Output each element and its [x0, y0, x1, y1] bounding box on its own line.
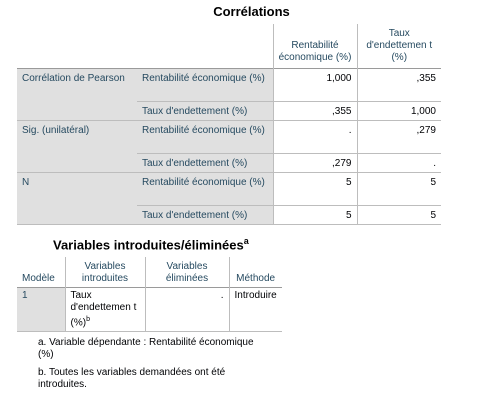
table-row [17, 173, 441, 206]
corner-cell [137, 24, 273, 69]
introduced-cell [65, 288, 145, 332]
correlations-title: Corrélations [213, 4, 290, 19]
row-var-label: Rentabilité économique (%) [137, 69, 273, 102]
variables-title-sup: a [243, 236, 249, 246]
row-group-label: N [17, 173, 137, 225]
row-var-label: Taux d'endettement (%) [137, 154, 273, 173]
row-var-label: Rentabilité économique (%) [137, 173, 273, 206]
col-header-removed: Variables éliminées [145, 257, 229, 288]
col-header-method: Méthode [229, 257, 282, 288]
introduced-sup: b [86, 316, 90, 323]
cell-value: 5 [357, 173, 441, 206]
correlations-header-row [17, 24, 441, 69]
row-var-label: Taux d'endettement (%) [137, 206, 273, 225]
method-cell: Introduire [229, 288, 282, 332]
footnote-b: b. Toutes les variables demandées ont été introduites. [38, 367, 226, 390]
row-group-label: Sig. (unilatéral) [17, 121, 137, 173]
footnote-a: a. Variable dépendante : Rentabilité économique (%) [38, 337, 254, 360]
col-header-rentabilite: Rentabilité économique (%) [273, 24, 357, 69]
introduced-value: Taux d'endettemen t (%) [70, 290, 137, 329]
corner-cell [17, 24, 137, 69]
cell-value: ,279 [357, 121, 441, 154]
cell-value: ,355 [357, 69, 441, 102]
table-row [17, 288, 282, 332]
cell-value: . [357, 154, 441, 173]
cell-value: 5 [273, 206, 357, 225]
cell-value: 5 [273, 173, 357, 206]
variables-title-text: Variables introduites/éliminées [53, 237, 244, 253]
col-header-endettement: Taux d'endettemen t (%) [357, 24, 441, 69]
cell-value: ,355 [273, 102, 357, 121]
row-group-label: Corrélation de Pearson [17, 69, 137, 121]
row-var-label: Rentabilité économique (%) [137, 121, 273, 154]
cell-value: 1,000 [357, 102, 441, 121]
table-row [17, 121, 441, 154]
cell-value: ,279 [273, 154, 357, 173]
cell-value: . [273, 121, 357, 154]
cell-value: 1,000 [273, 69, 357, 102]
removed-cell: . [145, 288, 229, 332]
table-row [17, 69, 441, 102]
variables-title [53, 236, 249, 252]
cell-value: 5 [357, 206, 441, 225]
variables-header-row [17, 257, 282, 288]
correlations-table [17, 24, 441, 225]
variables-table [17, 257, 282, 332]
model-number: 1 [17, 288, 65, 332]
col-header-model: Modèle [22, 273, 55, 284]
col-header-introduced: Variables introduites [65, 257, 145, 288]
row-var-label: Taux d'endettement (%) [137, 102, 273, 121]
